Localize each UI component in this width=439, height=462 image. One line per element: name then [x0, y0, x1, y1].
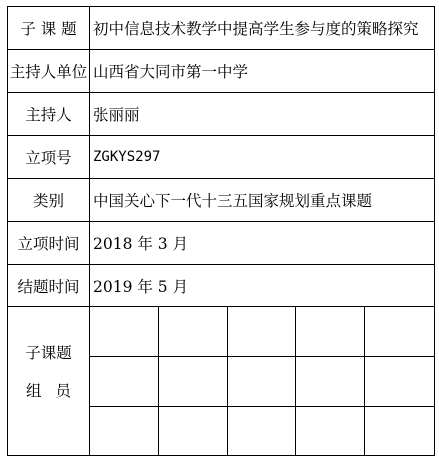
member-cell: [365, 357, 434, 407]
label-members-line1: 子课题: [25, 344, 72, 362]
row-host: [8, 93, 434, 136]
label-subtopic: [8, 7, 90, 49]
member-cell: [228, 407, 297, 455]
member-cell: [365, 407, 434, 455]
member-cell: [296, 357, 365, 407]
member-cell: [296, 407, 365, 455]
label-completion-date: 结题时间: [8, 265, 90, 306]
row-category: [8, 179, 434, 222]
label-members: [8, 307, 90, 455]
member-cell: [159, 307, 228, 357]
value-host: 张丽丽: [93, 106, 140, 124]
label-category: 类别: [8, 179, 90, 221]
member-cell: [159, 407, 228, 455]
label-members-line2: 组员: [25, 382, 85, 400]
label-subtopic-text: 子 课 题: [20, 20, 77, 38]
member-cell: [90, 357, 159, 407]
row-approval-date: [8, 222, 434, 265]
member-cell: [296, 307, 365, 357]
value-subtopic: 初中信息技术教学中提高学生参与度的策略探究: [93, 20, 419, 38]
member-cell: [90, 307, 159, 357]
label-host-unit: 主持人单位: [8, 50, 90, 92]
project-info-table: [7, 6, 435, 456]
member-cell: [90, 407, 159, 455]
row-host-unit: [8, 50, 434, 93]
row-project-number: [8, 136, 434, 179]
members-grid: [90, 307, 434, 455]
member-cell: [159, 357, 228, 407]
label-host: 主持人: [8, 93, 90, 135]
member-cell: [365, 307, 434, 357]
row-completion-date: [8, 265, 434, 307]
member-cell: [228, 357, 297, 407]
member-cell: [228, 307, 297, 357]
value-approval-date: 2018 年 3 月: [93, 235, 189, 253]
value-host-unit: 山西省大同市第一中学: [93, 63, 249, 81]
label-project-number: 立项号: [8, 136, 90, 178]
value-project-number: ZGKYS297: [93, 149, 161, 165]
value-category: 中国关心下一代十三五国家规划重点课题: [93, 192, 373, 210]
row-subtopic: [8, 7, 434, 50]
value-completion-date: 2019 年 5 月: [93, 277, 189, 296]
label-approval-date: 立项时间: [8, 222, 90, 264]
